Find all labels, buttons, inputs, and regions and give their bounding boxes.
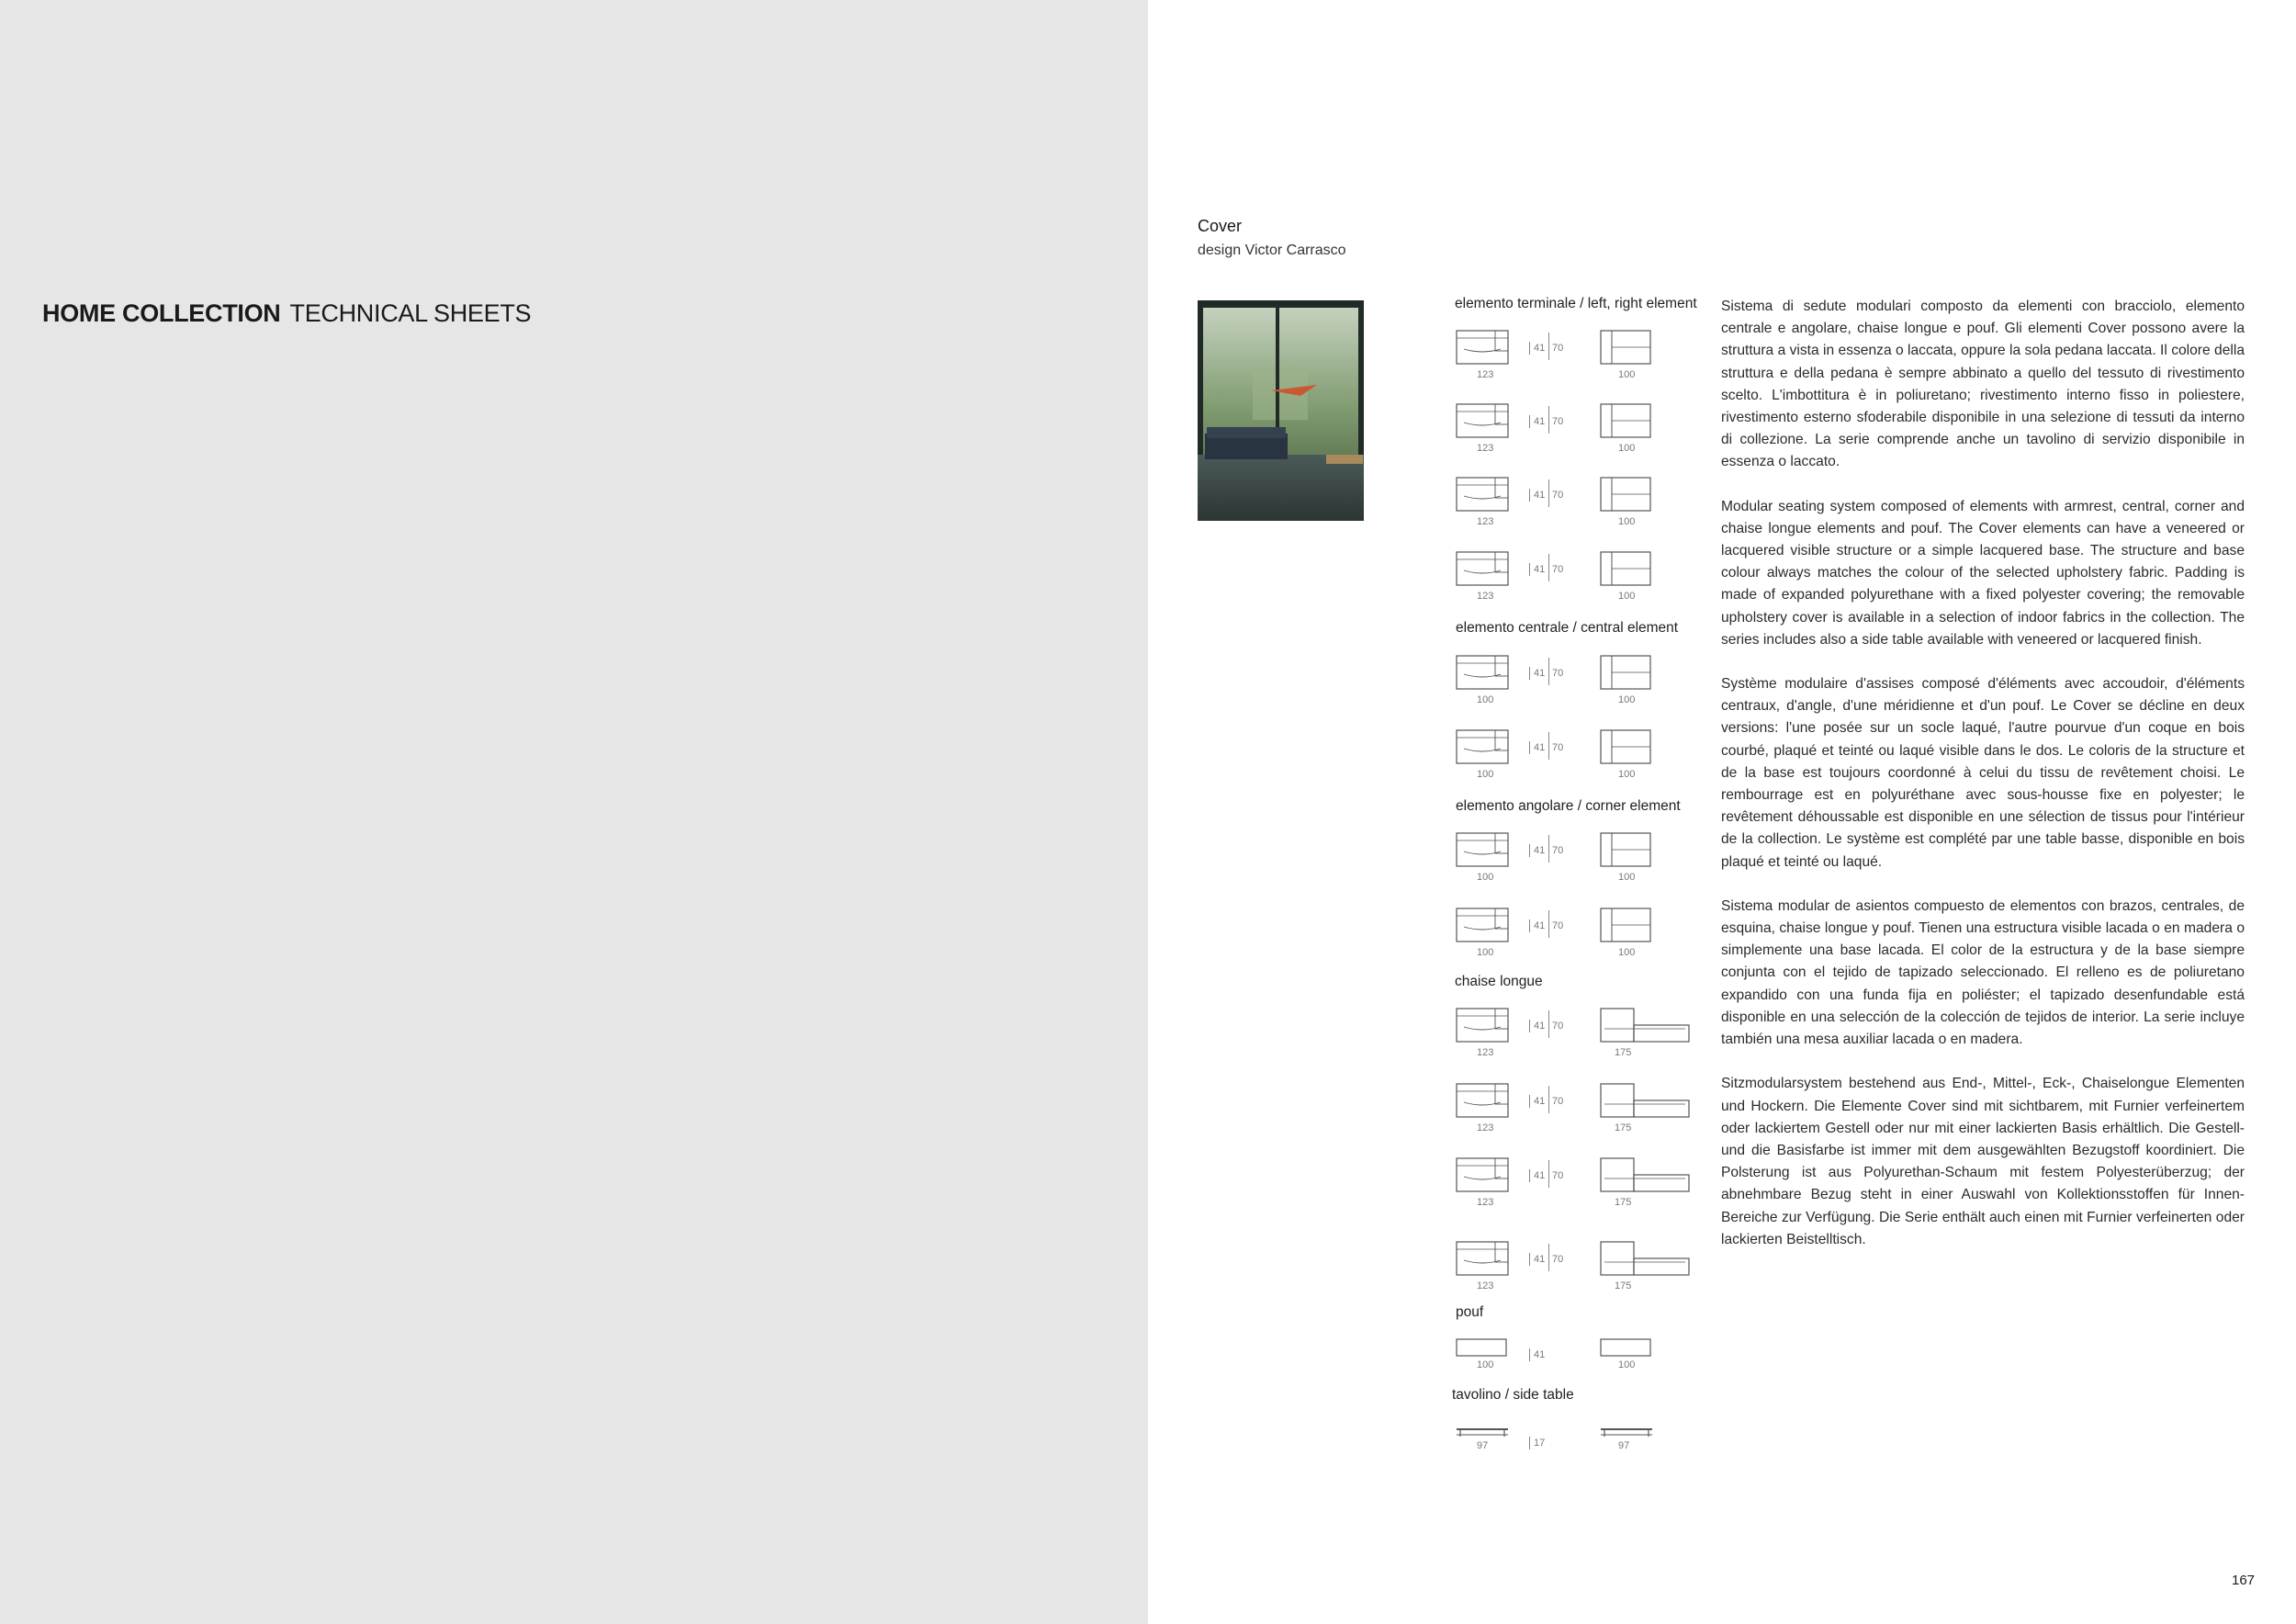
height-dim-total: 70 xyxy=(1552,668,1564,679)
height-dim-seat: 17 xyxy=(1534,1438,1546,1449)
width-dim-side: 100 xyxy=(1618,443,1636,454)
height-dim-total: 70 xyxy=(1552,1021,1564,1032)
height-dim-seat: 41 xyxy=(1534,1021,1546,1032)
height-bar xyxy=(1529,1253,1530,1266)
width-dim-side: 100 xyxy=(1618,947,1636,958)
height-dim-seat: 41 xyxy=(1534,1170,1546,1181)
width-dim-front: 123 xyxy=(1477,591,1494,602)
height-dim-total: 70 xyxy=(1552,490,1564,501)
height-dim-total: 70 xyxy=(1552,920,1564,931)
height-bar-total xyxy=(1548,406,1549,434)
height-bar-total xyxy=(1548,333,1549,360)
height-bar xyxy=(1529,667,1530,680)
collection-subtitle: TECHNICAL SHEETS xyxy=(289,299,532,327)
drawing-side xyxy=(1599,727,1654,767)
height-dim-seat: 41 xyxy=(1534,1096,1546,1107)
width-dim-side: 175 xyxy=(1615,1197,1632,1208)
page-number: 167 xyxy=(2232,1573,2256,1588)
height-bar-total xyxy=(1548,732,1549,760)
drawing-side xyxy=(1599,474,1654,514)
drawing-side xyxy=(1599,1155,1691,1195)
height-dim-total: 70 xyxy=(1552,1096,1564,1107)
height-dim-total: 70 xyxy=(1552,564,1564,575)
height-dim-seat: 41 xyxy=(1534,1254,1546,1265)
height-dim-total: 70 xyxy=(1552,742,1564,753)
section-title: elemento centrale / central element xyxy=(1456,620,1679,636)
width-dim-front: 100 xyxy=(1477,769,1494,780)
product-photo xyxy=(1198,300,1364,521)
description-it: Sistema di sedute modulari composto da elementi con bracciolo, elemento centrale e angolare, chaise longue e pouf. Gli elementi Cover possono avere la struttura a vista in essenza o laccata, oppure la sola pedana laccata. Il colore della struttura e della pedana è sempre abbinato a quello del tessuto di rivestimento scelto. L'imbottitura è in poliuretano; rivestimento interno fisso in poliestere, rivestimento esterno sfoderabile disponibile in una selezione di tessuti da interno di collezione. La serie comprende anche un tavolino di servizio disponibile in essenza o laccato. xyxy=(1721,299,2245,470)
height-dim-seat: 41 xyxy=(1534,490,1546,501)
height-bar xyxy=(1529,1095,1530,1108)
height-bar xyxy=(1529,1169,1530,1182)
height-bar xyxy=(1529,563,1530,576)
drawing-front xyxy=(1455,1155,1510,1195)
width-dim-side: 100 xyxy=(1618,1359,1636,1370)
height-bar-total xyxy=(1548,1086,1549,1113)
section-title: elemento angolare / corner element xyxy=(1456,798,1681,814)
width-dim-front: 100 xyxy=(1477,1359,1494,1370)
drawing-side xyxy=(1599,327,1654,367)
height-dim-seat: 41 xyxy=(1534,343,1546,354)
height-dim-total: 70 xyxy=(1552,1254,1564,1265)
drawing-front xyxy=(1455,1005,1510,1045)
height-dim-seat: 41 xyxy=(1534,845,1546,856)
height-bar xyxy=(1529,1437,1530,1449)
drawing-front xyxy=(1455,1238,1510,1279)
description-fr: Système modulaire d'assises composé d'éléments avec accoudoir, d'éléments centraux, d'angle, d'une méridienne et d'un pouf. Le Cover se décline en deux versions: l'une posée sur un socle laqué, l'autre pourvue d'un coque en bois courbé, plaqué et teinté ou laqué visible dans le dos. Le coloris de la structure et de la base est toujours coordonné à celui du tissu de revêtement choisi. Le rembourrage est en polyuréthane avec sous-housse fixe en polyester; le revêtement déhoussable est disponible en une sélection de tissus pour l'intérieur de la collection. Le système est complété par une table basse, disponible en bois plaqué et teinté ou laqué. xyxy=(1721,676,2245,870)
width-dim-front: 100 xyxy=(1477,947,1494,958)
drawing-front xyxy=(1455,548,1510,589)
width-dim-side: 175 xyxy=(1615,1047,1632,1058)
drawing-side xyxy=(1599,652,1654,693)
width-dim-side: 100 xyxy=(1618,694,1636,705)
drawing-front xyxy=(1455,829,1510,870)
drawing-side xyxy=(1599,1080,1691,1121)
collection-title xyxy=(42,299,531,328)
width-dim-side: 100 xyxy=(1618,769,1636,780)
width-dim-front: 123 xyxy=(1477,1047,1494,1058)
product-designer: design Victor Carrasco xyxy=(1198,242,1346,258)
section-title: chaise longue xyxy=(1455,974,1543,989)
width-dim-side: 97 xyxy=(1618,1440,1630,1451)
drawing-front xyxy=(1455,1080,1510,1121)
section-title: pouf xyxy=(1456,1304,1484,1320)
height-bar xyxy=(1529,1020,1530,1032)
height-bar-total xyxy=(1548,835,1549,863)
width-dim-side: 100 xyxy=(1618,872,1636,883)
drawing-side xyxy=(1599,400,1654,441)
width-dim-front: 123 xyxy=(1477,1280,1494,1291)
height-dim-total: 70 xyxy=(1552,1170,1564,1181)
width-dim-side: 100 xyxy=(1618,591,1636,602)
width-dim-side: 175 xyxy=(1615,1280,1632,1291)
height-bar xyxy=(1529,919,1530,932)
drawing-side xyxy=(1599,548,1654,589)
drawing-front xyxy=(1455,905,1510,945)
height-dim-seat: 41 xyxy=(1534,668,1546,679)
drawing-side xyxy=(1599,905,1654,945)
height-bar xyxy=(1529,844,1530,857)
height-dim-total: 70 xyxy=(1552,845,1564,856)
height-bar xyxy=(1529,342,1530,355)
width-dim-front: 123 xyxy=(1477,1197,1494,1208)
drawing-side xyxy=(1599,1005,1691,1045)
width-dim-front: 123 xyxy=(1477,443,1494,454)
product-name: Cover xyxy=(1198,217,1243,235)
width-dim-front: 123 xyxy=(1477,369,1494,380)
width-dim-front: 123 xyxy=(1477,1122,1494,1133)
description-es: Sistema modular de asientos compuesto de elementos con brazos, centrales, de esquina, chaise longue y pouf. Tienen una estructura visible lacada o en madera o simplemente una base lacada. El color de la estructura y de la base siempre conjunta con el tejido de tapizado seleccionado. El relleno es de poliuretano expandido con una funda fija en poliéster; el tapizado desenfundable está disponible en una selección de la colección de tejidos de interior. La serie incluye también una mesa auxiliar lacada o en madera. xyxy=(1721,897,2245,1048)
collection-brand: HOME COLLECTION xyxy=(42,299,281,327)
drawing-front xyxy=(1455,652,1510,693)
drawing-front xyxy=(1455,400,1510,441)
height-dim-total: 70 xyxy=(1552,416,1564,427)
height-bar-total xyxy=(1548,910,1549,938)
width-dim-side: 175 xyxy=(1615,1122,1632,1133)
height-bar xyxy=(1529,1348,1530,1361)
description-column xyxy=(1721,296,2245,1273)
height-bar-total xyxy=(1548,1010,1549,1038)
section-title: tavolino / side table xyxy=(1452,1387,1574,1403)
description-en: Modular seating system composed of elements with armrest, central, corner and chaise longue elements and pouf. The Cover elements can have a veneered or lacquered visible structure or a simple lacquered base. The structure and base colour always matches the colour of the selected upholstery fabric. Padding is made of expanded polyurethane with a fixed polyester covering; the removable upholstery cover is available in a selection of indoor fabrics in the collection. The series includes also a side table available with veneered or lacquered finish. xyxy=(1721,498,2245,648)
width-dim-front: 100 xyxy=(1477,872,1494,883)
height-dim-seat: 41 xyxy=(1534,920,1546,931)
drawing-front xyxy=(1455,474,1510,514)
drawing-front xyxy=(1455,727,1510,767)
width-dim-front: 100 xyxy=(1477,694,1494,705)
section-title: elemento terminale / left, right element xyxy=(1455,296,1697,311)
width-dim-side: 100 xyxy=(1618,516,1636,527)
drawing-side xyxy=(1599,1238,1691,1279)
drawing-front xyxy=(1455,327,1510,367)
height-bar-total xyxy=(1548,1244,1549,1271)
height-dim-seat: 41 xyxy=(1534,564,1546,575)
description-de: Sitzmodularsystem bestehend aus End-, Mittel-, Eck-, Chaiselongue Elementen und Hockern. Die Elemente Cover sind mit sichtbarem, mit Furnier verfeinertem oder lackiertem Gestell oder nur mit einer lackierten Basis erhältlich. Die Gestell- und die Basisfarbe ist immer mit dem ausgewählten Bezugstoff koordiniert. Die Polsterung ist aus Polyurethan-Schaum mit festem Polyesterüberzug; der abnehmbare Bezug steht in einer Auswahl von Kollektionsstoffen für Innen-Bereiche zur Verfügung. Die Serie enthält auch einen mit Furnier verfeinerten oder lackierten Beistelltisch. xyxy=(1721,1076,2245,1247)
height-bar-total xyxy=(1548,554,1549,581)
height-dim-seat: 41 xyxy=(1534,742,1546,753)
height-bar xyxy=(1529,415,1530,428)
height-bar-total xyxy=(1548,658,1549,685)
width-dim-side: 100 xyxy=(1618,369,1636,380)
width-dim-front: 97 xyxy=(1477,1440,1489,1451)
height-bar-total xyxy=(1548,1160,1549,1188)
height-bar-total xyxy=(1548,479,1549,507)
height-bar xyxy=(1529,741,1530,754)
drawing-side xyxy=(1599,829,1654,870)
height-bar xyxy=(1529,489,1530,502)
height-dim-seat: 41 xyxy=(1534,1349,1546,1360)
width-dim-front: 123 xyxy=(1477,516,1494,527)
height-dim-seat: 41 xyxy=(1534,416,1546,427)
height-dim-total: 70 xyxy=(1552,343,1564,354)
